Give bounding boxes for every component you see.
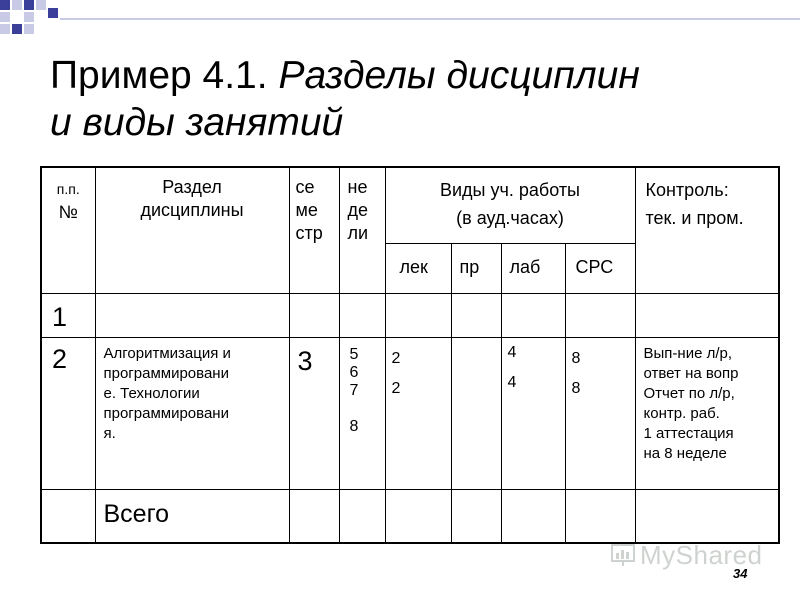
- row2-section: [95, 337, 289, 489]
- cell-empty: [95, 293, 289, 337]
- lek-value: 2: [391, 379, 401, 397]
- row1-num: 1: [41, 293, 95, 337]
- srs-value: 8: [571, 379, 581, 397]
- header-section-line: Раздел: [162, 177, 222, 197]
- week-value: 8: [349, 417, 359, 435]
- row2-control: [635, 337, 779, 489]
- cell-empty: [501, 293, 565, 337]
- chart-icon: [610, 541, 636, 567]
- slide-title: [50, 52, 770, 146]
- header-num-line: п.п.: [56, 181, 80, 197]
- header-semester: [289, 167, 339, 293]
- header-section: [95, 167, 289, 293]
- cell-empty: [41, 489, 95, 543]
- header-lab: лаб: [501, 243, 565, 293]
- row2-srs: [565, 337, 635, 489]
- deco-square: [0, 24, 10, 34]
- cell-empty: [385, 293, 451, 337]
- srs-value: 8: [571, 349, 581, 367]
- section-line: е. Технологии: [103, 384, 200, 402]
- deco-square: [0, 0, 10, 10]
- header-semester-line: ме: [295, 200, 318, 220]
- cell-empty: [635, 489, 779, 543]
- lab-value: 4: [507, 373, 517, 391]
- cell-empty: [339, 293, 385, 337]
- cell-empty: [635, 293, 779, 337]
- control-line: на 8 неделе: [643, 444, 727, 462]
- cell-empty: [451, 337, 501, 489]
- header-semester-line: стр: [295, 223, 323, 243]
- lab-value: 4: [507, 343, 517, 361]
- section-line: программировани: [103, 404, 229, 422]
- deco-square: [12, 24, 22, 34]
- decorative-header: [0, 0, 800, 40]
- header-control-line: Контроль:: [645, 180, 729, 200]
- week-value: 5: [349, 345, 359, 363]
- cell-empty: [339, 489, 385, 543]
- deco-square: [36, 0, 46, 10]
- control-line: контр. раб.: [643, 404, 720, 422]
- header-weeks-line: ли: [347, 223, 369, 243]
- control-line: ответ на вопр: [643, 364, 739, 382]
- cell-empty: [501, 489, 565, 543]
- control-line: Отчет по л/р,: [643, 384, 735, 402]
- title-italic-1: Разделы дисциплин: [278, 54, 640, 97]
- header-srs: СРС: [565, 243, 635, 293]
- watermark: MyShared: [640, 540, 763, 570]
- deco-square: [0, 12, 10, 22]
- header-weeks-line: де: [347, 200, 369, 220]
- disciplines-table: [40, 166, 780, 544]
- row2-weeks: [339, 337, 385, 489]
- header-work-line: Виды уч. работы: [439, 180, 580, 200]
- deco-square: [24, 12, 34, 22]
- header-num-line: №: [58, 202, 78, 222]
- header-weeks-line: не: [347, 177, 368, 197]
- week-value: [350, 400, 385, 418]
- header-control-line: тек. и пром.: [645, 208, 744, 228]
- section-line: я.: [103, 424, 116, 442]
- week-value: 7: [349, 381, 359, 399]
- control-line: 1 аттестация: [643, 424, 734, 442]
- title-italic-2: и виды занятий: [50, 101, 344, 144]
- deco-square: [48, 8, 58, 18]
- header-semester-line: се: [295, 177, 315, 197]
- cell-empty: [565, 489, 635, 543]
- cell-empty: [385, 489, 451, 543]
- page-number: 34: [733, 566, 748, 581]
- cell-empty: [289, 293, 339, 337]
- header-lek: лек: [385, 243, 451, 293]
- row2-lek: [385, 337, 451, 489]
- row2-num: 2: [41, 337, 95, 489]
- week-value: 6: [349, 363, 359, 381]
- lek-value: 2: [391, 349, 401, 367]
- cell-empty: [289, 489, 339, 543]
- cell-empty: [451, 293, 501, 337]
- deco-square: [24, 24, 34, 34]
- deco-square: [12, 0, 22, 10]
- header-pr: пр: [451, 243, 501, 293]
- cell-empty: [451, 489, 501, 543]
- section-line: программировани: [103, 364, 229, 382]
- cell-empty: [565, 293, 635, 337]
- header-num: [41, 167, 95, 293]
- total-label: Всего: [95, 489, 289, 543]
- header-section-line: дисциплины: [140, 200, 244, 220]
- control-line: Вып-ние л/р,: [643, 344, 733, 362]
- row2-semester: 3: [289, 337, 339, 489]
- section-line: Алгоритмизация и: [103, 344, 231, 362]
- deco-line: [60, 18, 800, 20]
- header-control: [635, 167, 779, 293]
- deco-square: [24, 0, 34, 10]
- header-work-line: (в ауд.часах): [456, 208, 564, 228]
- row2-lab: [501, 337, 565, 489]
- title-prefix: Пример 4.1.: [50, 54, 268, 97]
- header-work-types: [385, 167, 635, 243]
- header-weeks: [339, 167, 385, 293]
